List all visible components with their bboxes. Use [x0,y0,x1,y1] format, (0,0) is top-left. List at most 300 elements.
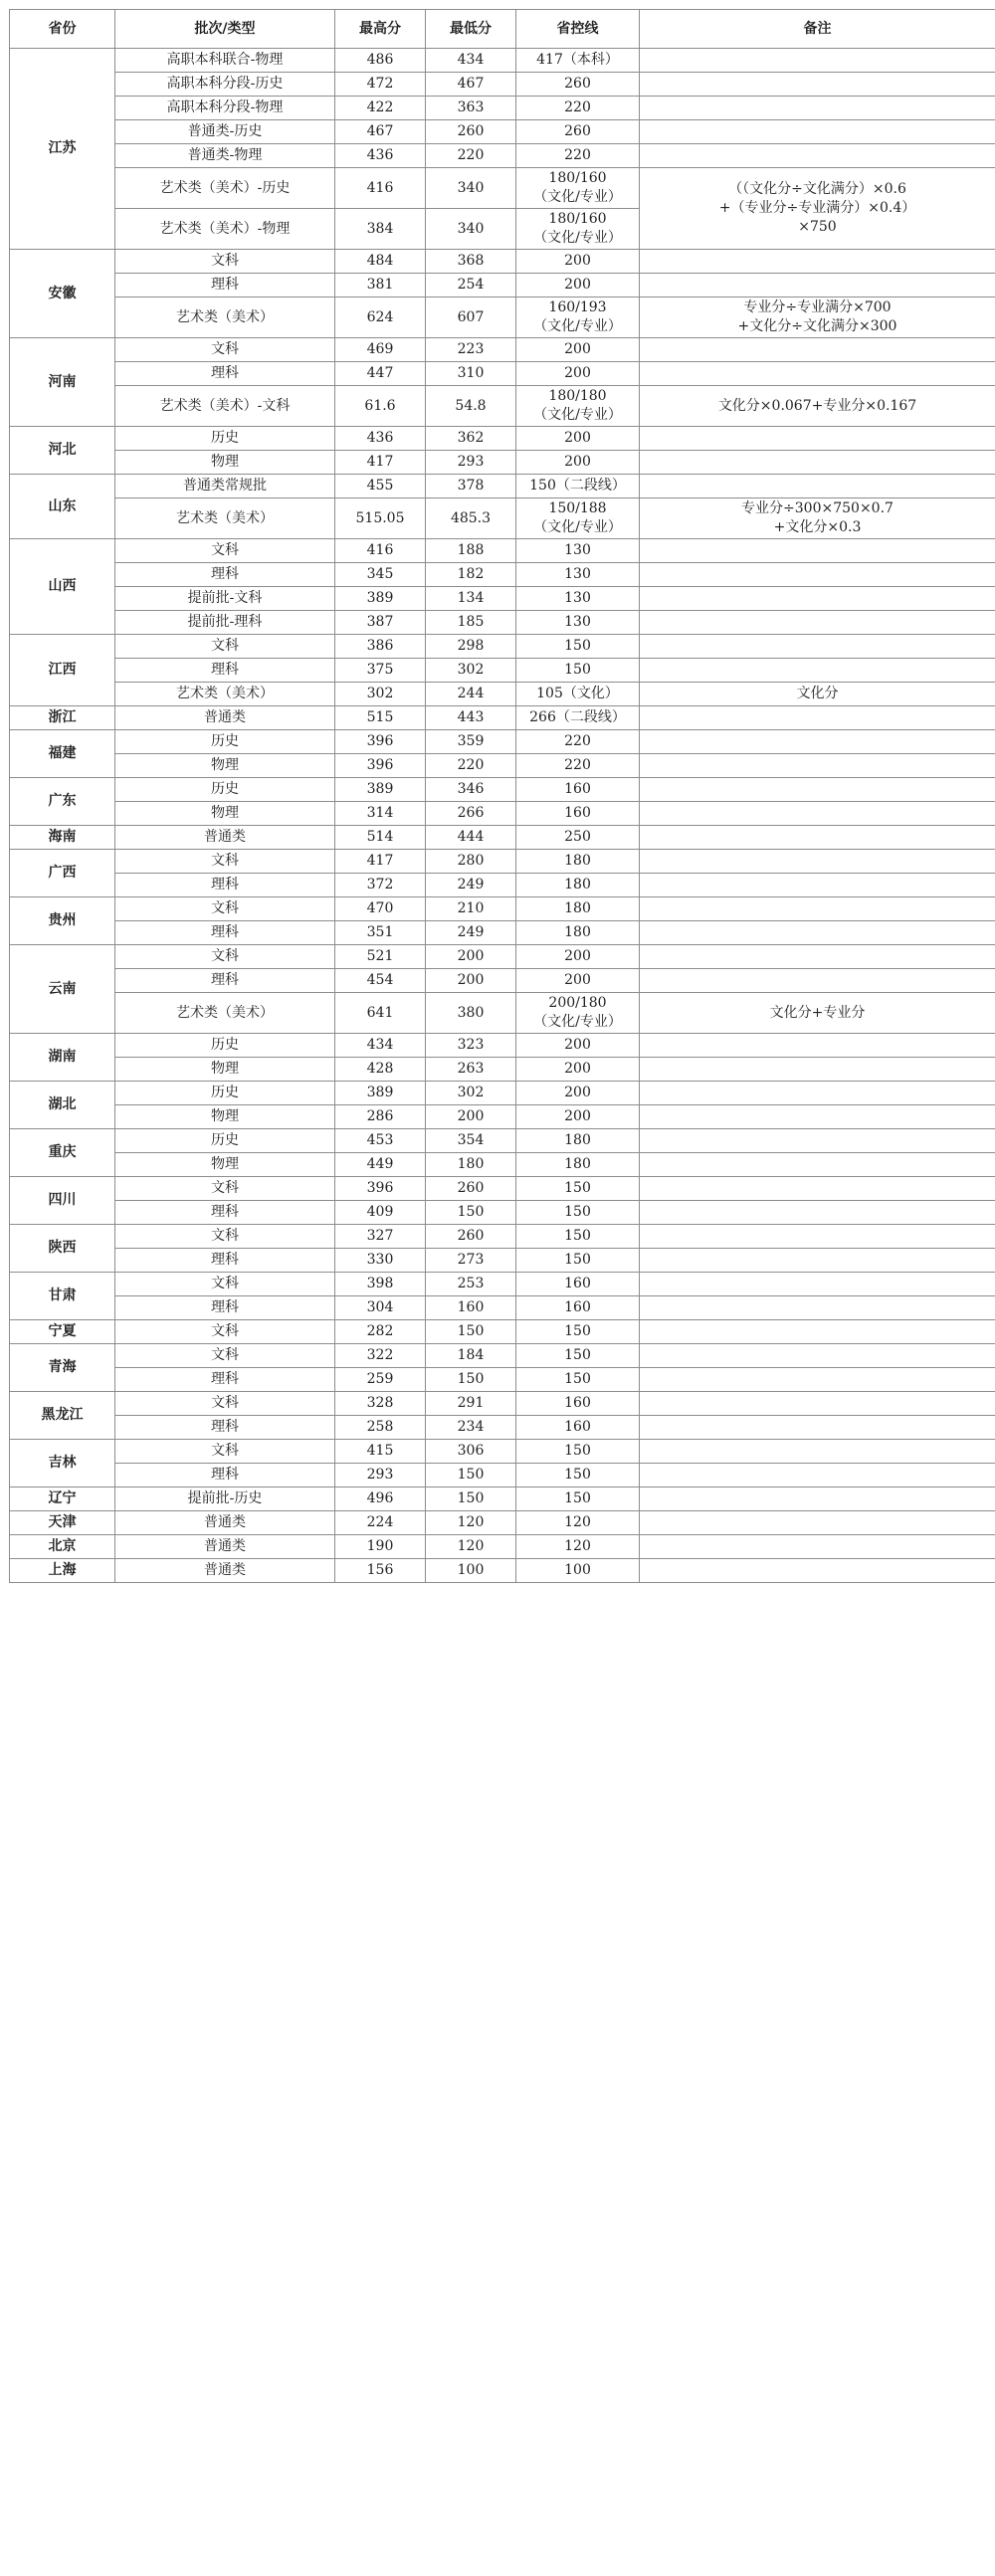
remarks-cell [640,1082,995,1105]
remarks-cell [640,826,995,850]
max-score-cell: 514 [335,826,426,850]
remarks-cell [640,778,995,802]
batch-type-cell: 物理 [115,1153,335,1177]
province-cell: 四川 [10,1177,115,1225]
min-score-cell: 434 [426,49,516,73]
control-line-cell: 220 [516,144,640,168]
batch-type-cell: 艺术类（美术） [115,297,335,338]
min-score-cell: 260 [426,1225,516,1249]
min-score-cell: 280 [426,850,516,874]
max-score-cell: 314 [335,802,426,826]
remarks-cell [640,1273,995,1296]
table-row [10,1511,995,1535]
remarks-cell [640,945,995,969]
max-score-cell: 624 [335,297,426,338]
table-row [10,120,995,144]
min-score-cell: 54.8 [426,386,516,427]
max-score-cell: 515.05 [335,498,426,539]
min-score-cell: 302 [426,1082,516,1105]
remarks-cell [640,73,995,97]
remarks-cell [640,1416,995,1440]
control-line-cell: 160 [516,1392,640,1416]
control-line-cell: 180 [516,921,640,945]
control-line-cell: 150（二段线） [516,475,640,498]
batch-type-cell: 理科 [115,1249,335,1273]
remarks-cell [640,1320,995,1344]
table-row [10,168,995,209]
remarks-cell [640,802,995,826]
table-row [10,1129,995,1153]
batch-type-cell: 艺术类（美术） [115,683,335,706]
control-line-cell: 200 [516,945,640,969]
control-line-cell: 200 [516,250,640,274]
table-row [10,1273,995,1296]
min-score-cell: 223 [426,338,516,362]
province-cell: 河南 [10,338,115,427]
min-score-cell: 254 [426,274,516,297]
remarks-cell [640,754,995,778]
control-line-cell: 150 [516,1344,640,1368]
max-score-cell: 396 [335,1177,426,1201]
remarks-cell [640,475,995,498]
min-score-cell: 302 [426,659,516,683]
control-line-cell: 160 [516,778,640,802]
batch-type-cell: 普通类常规批 [115,475,335,498]
province-cell: 甘肃 [10,1273,115,1320]
batch-type-cell: 历史 [115,730,335,754]
table-row [10,1177,995,1201]
min-score-cell: 380 [426,993,516,1034]
control-line-cell: 200 [516,969,640,993]
max-score-cell: 327 [335,1225,426,1249]
max-score-cell: 428 [335,1058,426,1082]
max-score-cell: 436 [335,144,426,168]
remarks-cell [640,362,995,386]
table-row [10,1296,995,1320]
control-line-cell: 150/188 （文化/专业） [516,498,640,539]
min-score-cell: 467 [426,73,516,97]
remarks-cell [640,274,995,297]
control-line-cell: 105（文化） [516,683,640,706]
min-score-cell: 210 [426,897,516,921]
max-score-cell: 282 [335,1320,426,1344]
control-line-cell: 260 [516,73,640,97]
table-row [10,362,995,386]
min-score-cell: 150 [426,1464,516,1487]
table-body [10,49,995,1583]
remarks-cell [640,1296,995,1320]
table-row [10,921,995,945]
province-cell: 江西 [10,635,115,706]
province-cell: 宁夏 [10,1320,115,1344]
table-row [10,386,995,427]
remarks-cell [640,1559,995,1583]
batch-type-cell: 普通类 [115,1559,335,1583]
max-score-cell: 396 [335,754,426,778]
batch-type-cell: 艺术类（美术）-文科 [115,386,335,427]
max-score-cell: 515 [335,706,426,730]
max-score-cell: 286 [335,1105,426,1129]
min-score-cell: 120 [426,1535,516,1559]
batch-type-cell: 艺术类（美术） [115,498,335,539]
province-cell: 云南 [10,945,115,1034]
table-row [10,993,995,1034]
table-row [10,539,995,563]
table-row [10,683,995,706]
header-remarks: 备注 [640,10,995,49]
max-score-cell: 417 [335,451,426,475]
remarks-cell [640,1129,995,1153]
table-row [10,874,995,897]
min-score-cell: 298 [426,635,516,659]
header-max-score: 最高分 [335,10,426,49]
batch-type-cell: 理科 [115,969,335,993]
table-row [10,730,995,754]
max-score-cell: 389 [335,1082,426,1105]
max-score-cell: 345 [335,563,426,587]
min-score-cell: 291 [426,1392,516,1416]
remarks-cell [640,969,995,993]
batch-type-cell: 普通类-物理 [115,144,335,168]
remarks-cell [640,120,995,144]
control-line-cell: 180 [516,1129,640,1153]
province-cell: 山西 [10,539,115,635]
max-score-cell: 389 [335,778,426,802]
control-line-cell: 150 [516,1440,640,1464]
batch-type-cell: 理科 [115,274,335,297]
batch-type-cell: 文科 [115,945,335,969]
table-row [10,1368,995,1392]
remarks-cell [640,144,995,168]
province-cell: 河北 [10,427,115,475]
table-row [10,1105,995,1129]
max-score-cell: 293 [335,1464,426,1487]
control-line-cell: 200 [516,427,640,451]
max-score-cell: 436 [335,427,426,451]
province-cell: 贵州 [10,897,115,945]
control-line-cell: 130 [516,611,640,635]
remarks-cell [640,250,995,274]
min-score-cell: 253 [426,1273,516,1296]
remarks-cell [640,49,995,73]
batch-type-cell: 理科 [115,921,335,945]
max-score-cell: 328 [335,1392,426,1416]
remarks-cell [640,1487,995,1511]
table-row [10,1464,995,1487]
batch-type-cell: 文科 [115,338,335,362]
table-row [10,1440,995,1464]
remarks-cell [640,338,995,362]
province-cell: 北京 [10,1535,115,1559]
province-cell: 湖南 [10,1034,115,1082]
remarks-cell [640,921,995,945]
control-line-cell: 130 [516,563,640,587]
table-row [10,778,995,802]
remarks-cell: 专业分÷专业满分×700 +文化分÷文化满分×300 [640,297,995,338]
remarks-cell [640,97,995,120]
province-cell: 陕西 [10,1225,115,1273]
control-line-cell: 150 [516,1320,640,1344]
remarks-cell: 文化分 [640,683,995,706]
remarks-cell [640,1058,995,1082]
remarks-cell: 文化分×0.067+专业分×0.167 [640,386,995,427]
max-score-cell: 453 [335,1129,426,1153]
control-line-cell: 200/180 （文化/专业） [516,993,640,1034]
remarks-cell [640,1511,995,1535]
remarks-cell [640,1464,995,1487]
max-score-cell: 454 [335,969,426,993]
min-score-cell: 200 [426,945,516,969]
remarks-cell [640,563,995,587]
remarks-cell: 文化分+专业分 [640,993,995,1034]
control-line-cell: 150 [516,1487,640,1511]
control-line-cell: 160/193 （文化/专业） [516,297,640,338]
batch-type-cell: 理科 [115,1368,335,1392]
remarks-cell [640,1034,995,1058]
remarks-cell [640,1392,995,1416]
min-score-cell: 182 [426,563,516,587]
min-score-cell: 368 [426,250,516,274]
table-row [10,945,995,969]
min-score-cell: 234 [426,1416,516,1440]
max-score-cell: 641 [335,993,426,1034]
batch-type-cell: 普通类 [115,1535,335,1559]
min-score-cell: 200 [426,969,516,993]
batch-type-cell: 理科 [115,362,335,386]
max-score-cell: 469 [335,338,426,362]
table-row [10,1249,995,1273]
min-score-cell: 363 [426,97,516,120]
province-cell: 青海 [10,1344,115,1392]
max-score-cell: 484 [335,250,426,274]
batch-type-cell: 普通类 [115,706,335,730]
control-line-cell: 250 [516,826,640,850]
table-row [10,1487,995,1511]
min-score-cell: 485.3 [426,498,516,539]
table-row [10,706,995,730]
remarks-cell [640,850,995,874]
batch-type-cell: 理科 [115,659,335,683]
max-score-cell: 398 [335,1273,426,1296]
min-score-cell: 607 [426,297,516,338]
batch-type-cell: 提前批-历史 [115,1487,335,1511]
min-score-cell: 340 [426,209,516,250]
control-line-cell: 200 [516,1082,640,1105]
batch-type-cell: 文科 [115,1440,335,1464]
min-score-cell: 260 [426,120,516,144]
max-score-cell: 61.6 [335,386,426,427]
table-row [10,1320,995,1344]
control-line-cell: 180/180 （文化/专业） [516,386,640,427]
max-score-cell: 415 [335,1440,426,1464]
min-score-cell: 220 [426,144,516,168]
control-line-cell: 200 [516,1058,640,1082]
batch-type-cell: 文科 [115,897,335,921]
batch-type-cell: 理科 [115,1201,335,1225]
batch-type-cell: 历史 [115,1082,335,1105]
table-row [10,1225,995,1249]
table-row [10,1201,995,1225]
max-score-cell: 472 [335,73,426,97]
batch-type-cell: 普通类 [115,1511,335,1535]
remarks-cell [640,1201,995,1225]
province-cell: 安徽 [10,250,115,338]
min-score-cell: 359 [426,730,516,754]
max-score-cell: 258 [335,1416,426,1440]
table-row [10,144,995,168]
batch-type-cell: 历史 [115,427,335,451]
table-row [10,897,995,921]
batch-type-cell: 艺术类（美术）-历史 [115,168,335,209]
table-row [10,611,995,635]
min-score-cell: 263 [426,1058,516,1082]
max-score-cell: 467 [335,120,426,144]
control-line-cell: 200 [516,1105,640,1129]
batch-type-cell: 文科 [115,1320,335,1344]
control-line-cell: 180 [516,1153,640,1177]
table-row [10,1058,995,1082]
batch-type-cell: 历史 [115,1034,335,1058]
batch-type-cell: 物理 [115,1105,335,1129]
batch-type-cell: 文科 [115,539,335,563]
batch-type-cell: 理科 [115,563,335,587]
control-line-cell: 180 [516,850,640,874]
remarks-cell [640,730,995,754]
min-score-cell: 185 [426,611,516,635]
batch-type-cell: 普通类-历史 [115,120,335,144]
max-score-cell: 384 [335,209,426,250]
remarks-cell: （（文化分÷文化满分）×0.6 +（专业分÷专业满分）×0.4） ×750 [640,168,995,250]
province-cell: 广东 [10,778,115,826]
batch-type-cell: 物理 [115,1058,335,1082]
max-score-cell: 330 [335,1249,426,1273]
control-line-cell: 150 [516,659,640,683]
control-line-cell: 180/160 （文化/专业） [516,168,640,209]
batch-type-cell: 文科 [115,1177,335,1201]
control-line-cell: 160 [516,802,640,826]
remarks-cell [640,451,995,475]
batch-type-cell: 艺术类（美术） [115,993,335,1034]
province-cell: 辽宁 [10,1487,115,1511]
batch-type-cell: 文科 [115,1225,335,1249]
min-score-cell: 220 [426,754,516,778]
remarks-cell [640,539,995,563]
table-row [10,969,995,993]
table-row [10,451,995,475]
remarks-cell [640,1344,995,1368]
batch-type-cell: 物理 [115,754,335,778]
remarks-cell [640,1153,995,1177]
batch-type-cell: 文科 [115,850,335,874]
min-score-cell: 100 [426,1559,516,1583]
max-score-cell: 409 [335,1201,426,1225]
max-score-cell: 396 [335,730,426,754]
max-score-cell: 486 [335,49,426,73]
province-cell: 海南 [10,826,115,850]
control-line-cell: 160 [516,1273,640,1296]
control-line-cell: 180/160 （文化/专业） [516,209,640,250]
remarks-cell [640,874,995,897]
min-score-cell: 200 [426,1105,516,1129]
max-score-cell: 422 [335,97,426,120]
province-cell: 上海 [10,1559,115,1583]
province-cell: 山东 [10,475,115,539]
min-score-cell: 362 [426,427,516,451]
control-line-cell: 100 [516,1559,640,1583]
max-score-cell: 521 [335,945,426,969]
table-row [10,250,995,274]
remarks-cell [640,635,995,659]
remarks-cell: 专业分÷300×750×0.7 +文化分×0.3 [640,498,995,539]
table-row [10,338,995,362]
province-cell: 湖北 [10,1082,115,1129]
remarks-cell [640,1225,995,1249]
table-row [10,73,995,97]
batch-type-cell: 文科 [115,635,335,659]
remarks-cell [640,1105,995,1129]
batch-type-cell: 历史 [115,778,335,802]
max-score-cell: 417 [335,850,426,874]
control-line-cell: 160 [516,1416,640,1440]
max-score-cell: 386 [335,635,426,659]
table-row [10,297,995,338]
min-score-cell: 354 [426,1129,516,1153]
table-row [10,635,995,659]
table-row [10,802,995,826]
batch-type-cell: 艺术类（美术）-物理 [115,209,335,250]
remarks-cell [640,1177,995,1201]
table-row [10,1416,995,1440]
control-line-cell: 200 [516,1034,640,1058]
control-line-cell: 200 [516,451,640,475]
max-score-cell: 302 [335,683,426,706]
min-score-cell: 150 [426,1201,516,1225]
min-score-cell: 134 [426,587,516,611]
province-cell: 黑龙江 [10,1392,115,1440]
min-score-cell: 150 [426,1368,516,1392]
batch-type-cell: 理科 [115,1296,335,1320]
min-score-cell: 293 [426,451,516,475]
table-row [10,1559,995,1583]
batch-type-cell: 文科 [115,1344,335,1368]
min-score-cell: 249 [426,921,516,945]
control-line-cell: 130 [516,539,640,563]
batch-type-cell: 文科 [115,250,335,274]
min-score-cell: 150 [426,1487,516,1511]
max-score-cell: 496 [335,1487,426,1511]
min-score-cell: 249 [426,874,516,897]
control-line-cell: 160 [516,1296,640,1320]
control-line-cell: 266（二段线） [516,706,640,730]
min-score-cell: 273 [426,1249,516,1273]
table-container [9,9,995,1583]
max-score-cell: 447 [335,362,426,386]
min-score-cell: 346 [426,778,516,802]
batch-type-cell: 理科 [115,1416,335,1440]
control-line-cell: 220 [516,97,640,120]
control-line-cell: 200 [516,274,640,297]
batch-type-cell: 理科 [115,1464,335,1487]
control-line-cell: 120 [516,1511,640,1535]
control-line-cell: 180 [516,874,640,897]
batch-type-cell: 物理 [115,802,335,826]
table-row [10,427,995,451]
max-score-cell: 375 [335,659,426,683]
province-cell: 天津 [10,1511,115,1535]
max-score-cell: 322 [335,1344,426,1368]
header-min-score: 最低分 [426,10,516,49]
max-score-cell: 389 [335,587,426,611]
